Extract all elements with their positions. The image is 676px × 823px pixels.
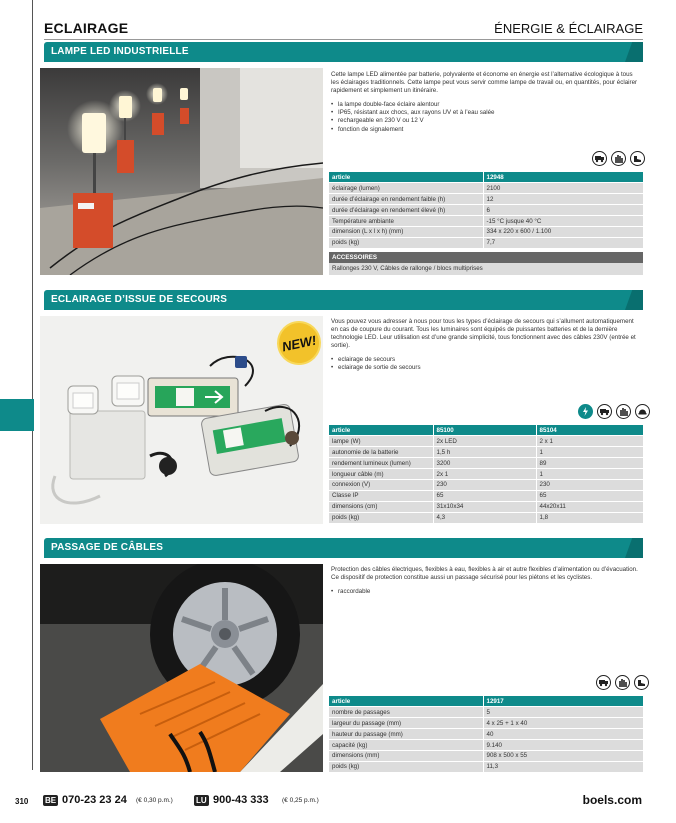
table-cell: 2x LED [433, 436, 536, 447]
table-cell: durée d’éclairage en rendement élevé (h) [329, 205, 483, 216]
phone-be: 070-23 23 24 [62, 794, 127, 806]
table-row [329, 729, 643, 740]
table-cell: largeur du passage (mm) [329, 718, 483, 729]
table-header-cell: article [329, 696, 483, 707]
description-text: Vous pouvez vous adresser à nous pour tous les types d’éclairage de secours qui s’allument automatiquement en cas de coupure du courant. Tous les luminaires sont équipés de puissantes batteries et de la dernière technologie LED. Leur utilisation est d’une grande simplicité, tous fonctionnent avec des câbles 230V (entrée et sortie). [331, 318, 636, 350]
website-link[interactable]: boels.com [582, 793, 642, 807]
spec-table-eclairage-secours [329, 425, 643, 524]
table-row [329, 216, 643, 227]
table-row [329, 479, 643, 490]
page-margin-rule [32, 0, 33, 770]
truck-icon [597, 404, 612, 419]
table-cell: 40 [483, 729, 643, 740]
table-cell: 89 [536, 458, 643, 469]
table-row [329, 458, 643, 469]
table-row [329, 750, 643, 761]
table-cell: éclairage (lumen) [329, 183, 483, 194]
table-row [329, 707, 643, 718]
table-cell: Température ambiante [329, 216, 483, 227]
feature-list [331, 588, 641, 596]
spec-table-passage-cables [329, 696, 643, 773]
table-row [329, 237, 643, 248]
description-text: Protection des câbles électriques, flexibles à eau, flexibles à air et autre flexibles d’alimentation ou d’évacuation. Ce dispositif de protection constitue aussi un passage sécurisé pour les piétons et les cyclistes. [331, 566, 638, 582]
phone-lu: 900-43 333 [213, 794, 269, 806]
section-title-passage-cables [44, 538, 643, 558]
table-header-cell: article [329, 425, 433, 436]
table-row [329, 205, 643, 216]
section-title-text: PASSAGE DE CÂBLES [51, 542, 164, 553]
hand-glove-icon [615, 675, 630, 690]
table-cell: 230 [536, 479, 643, 490]
table-cell: 908 x 500 x 55 [483, 750, 643, 761]
feature-item: • IP65, résistant aux chocs, aux rayons UV et à l’eau salée [331, 109, 641, 117]
spec-table-lampe-led [329, 172, 643, 249]
table-row [329, 226, 643, 237]
table-cell: capacité (kg) [329, 740, 483, 751]
description-eclairage-secours [331, 318, 641, 373]
table-header-cell: article [329, 172, 483, 183]
table-cell: 3200 [433, 458, 536, 469]
table-cell: 5 [483, 707, 643, 718]
feature-item: • fonction de signalement [331, 126, 641, 134]
table-cell: 2x 1 [433, 469, 536, 480]
feature-item: • raccordable [331, 588, 641, 596]
feature-list [331, 356, 641, 372]
table-cell: poids (kg) [329, 237, 483, 248]
photo-lampe-led [40, 68, 323, 275]
table-row [329, 183, 643, 194]
header-divider [44, 39, 643, 40]
table-header-row [329, 425, 643, 436]
table-row [329, 469, 643, 480]
table-cell: 65 [433, 490, 536, 501]
rate-be: (€ 0,30 p.m.) [136, 797, 173, 804]
page-category: ECLAIRAGE [44, 20, 129, 36]
table-cell: longueur câble (m) [329, 469, 433, 480]
accessories-label: ACCESSOIRES [329, 252, 643, 263]
usage-icons [596, 675, 649, 690]
table-cell: 1 [536, 447, 643, 458]
table-cell: nombre de passages [329, 707, 483, 718]
country-badge-lu: LU [196, 796, 207, 805]
lightning-icon [578, 404, 593, 419]
hand-glove-icon [611, 151, 626, 166]
table-cell: 4,3 [433, 512, 536, 523]
feature-item: • la lampe double-face éclaire alentour [331, 101, 641, 109]
table-cell: dimensions (cm) [329, 501, 433, 512]
table-row [329, 490, 643, 501]
section-title-lampe-led [44, 42, 643, 62]
feature-list [331, 101, 641, 133]
table-cell: 1,8 [536, 512, 643, 523]
table-cell: 11,3 [483, 761, 643, 772]
page-section: ÉNERGIE & ÉCLAIRAGE [494, 21, 643, 36]
table-cell: 1,5 h [433, 447, 536, 458]
table-cell: connexion (V) [329, 479, 433, 490]
table-cell: lampe (W) [329, 436, 433, 447]
table-row [329, 447, 643, 458]
feature-item: • eclairage de secours [331, 356, 641, 364]
table-cell: Classe IP [329, 490, 433, 501]
table-cell: 2100 [483, 183, 643, 194]
shoe-icon [630, 151, 645, 166]
page-footer [0, 793, 676, 809]
feature-item: • rechargeable en 230 V ou 12 V [331, 117, 641, 125]
table-row [329, 761, 643, 772]
feature-item: • eclairage de sortie de secours [331, 364, 641, 372]
shoe-icon [634, 675, 649, 690]
table-cell: durée d’éclairage en rendement faible (h) [329, 194, 483, 205]
table-row [329, 718, 643, 729]
table-cell: 2 x 1 [536, 436, 643, 447]
table-header-cell: 85104 [536, 425, 643, 436]
table-cell: -15 °C jusque 40 °C [483, 216, 643, 227]
table-cell: 12 [483, 194, 643, 205]
table-cell: poids (kg) [329, 761, 483, 772]
table-row [329, 501, 643, 512]
table-row [329, 512, 643, 523]
new-badge-text: NEW! [280, 332, 318, 354]
helmet-icon [635, 404, 650, 419]
table-cell: poids (kg) [329, 512, 433, 523]
table-cell: dimension (L x l x h) (mm) [329, 226, 483, 237]
table-cell: 230 [433, 479, 536, 490]
description-text: Cette lampe LED alimentée par batterie, polyvalente et économe en énergie est l’alternative écologique à tous les éclairages traditionnels. Cette lampe peut vous servir comme lampe de travail ou, en quantités, pour éclairer rapidement et simplement un itinéraire. [331, 71, 638, 95]
table-cell: autonomie de la batterie [329, 447, 433, 458]
accessories-text: Rallonges 230 V, Câbles de rallonge / blocs multiprises [329, 263, 643, 275]
truck-icon [596, 675, 611, 690]
table-cell: 65 [536, 490, 643, 501]
rate-lu: (€ 0,25 p.m.) [282, 797, 319, 804]
table-cell: 44x20x11 [536, 501, 643, 512]
table-cell: 9.140 [483, 740, 643, 751]
section-title-eclairage-secours [44, 290, 643, 310]
truck-icon [592, 151, 607, 166]
table-header-row [329, 696, 643, 707]
table-header-row [329, 172, 643, 183]
table-cell: rendement lumineux (lumen) [329, 458, 433, 469]
table-header-cell: 12948 [483, 172, 643, 183]
table-cell: 1 [536, 469, 643, 480]
table-header-cell: 12917 [483, 696, 643, 707]
table-cell: 4 x 25 + 1 x 40 [483, 718, 643, 729]
section-title-text: LAMPE LED INDUSTRIELLE [51, 46, 189, 57]
page-number: 310 [15, 797, 29, 806]
hand-glove-icon [616, 404, 631, 419]
table-row [329, 194, 643, 205]
photo-passage-cables [40, 564, 323, 772]
usage-icons [592, 151, 645, 166]
table-cell: hauteur du passage (mm) [329, 729, 483, 740]
table-cell: dimensions (mm) [329, 750, 483, 761]
description-lampe-led [331, 71, 641, 134]
section-title-text: ECLAIRAGE D’ISSUE DE SECOURS [51, 294, 228, 305]
table-cell: 334 x 220 x 600 / 1.100 [483, 226, 643, 237]
table-cell: 7,7 [483, 237, 643, 248]
chapter-tab [0, 399, 34, 431]
table-cell: 6 [483, 205, 643, 216]
table-header-cell: 85100 [433, 425, 536, 436]
table-cell: 31x10x34 [433, 501, 536, 512]
table-row [329, 740, 643, 751]
description-passage-cables [331, 566, 641, 596]
table-row [329, 436, 643, 447]
usage-icons [578, 404, 650, 419]
accessories-box [329, 252, 643, 275]
country-badge-be: BE [45, 796, 57, 805]
